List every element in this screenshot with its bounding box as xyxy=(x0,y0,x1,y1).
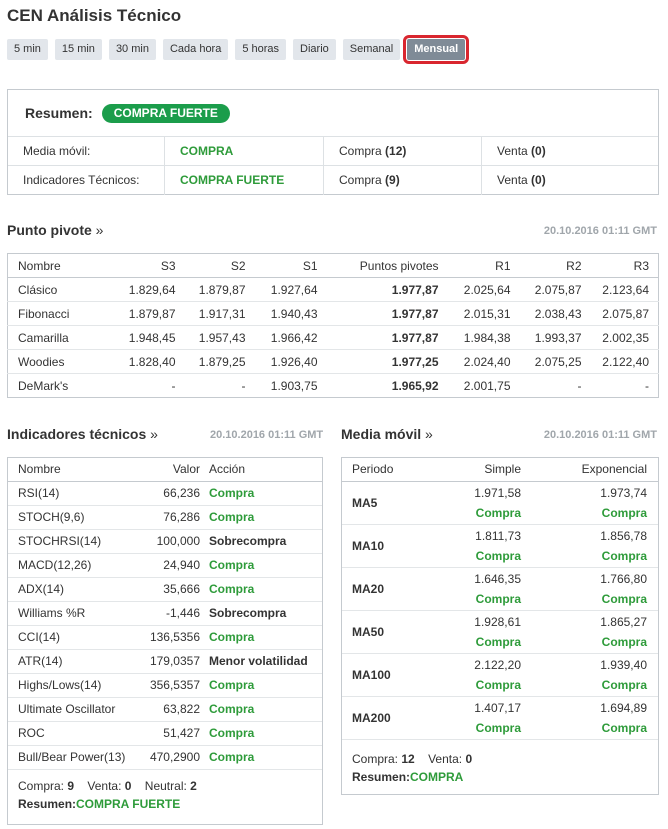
pivot-value: 2.075,87 xyxy=(591,302,659,326)
ma-exp-signal: Compra xyxy=(601,721,647,735)
summary-label: Resumen: xyxy=(25,105,93,121)
pivot-col-s2: S2 xyxy=(185,254,255,278)
ma-simple-signal: Compra xyxy=(475,635,521,649)
indicator-row xyxy=(8,553,322,577)
indicator-value: 470,2900 xyxy=(133,745,200,769)
ma-exp-cell xyxy=(532,610,658,653)
ma-exp-cell xyxy=(532,696,658,739)
pivot-timestamp: 20.10.2016 01:11 GMT xyxy=(543,225,657,237)
summary-value: COMPRA FUERTE xyxy=(76,796,181,811)
indicators-panel xyxy=(7,457,323,825)
ma-row xyxy=(342,481,658,524)
buy-label: Compra xyxy=(339,173,382,187)
indicator-name[interactable]: RSI(14) xyxy=(8,481,133,505)
ma-simple-signal: Compra xyxy=(475,592,521,606)
pivot-value: 1.948,45 xyxy=(118,326,185,350)
pivot-value: 1.984,38 xyxy=(448,326,520,350)
indicator-value: 356,5357 xyxy=(133,673,200,697)
indicators-title-link[interactable] xyxy=(7,426,158,442)
indicator-name[interactable]: CCI(14) xyxy=(8,625,133,649)
pivot-value: 1.828,40 xyxy=(118,350,185,374)
indicator-row xyxy=(8,601,322,625)
buy-label: Compra: xyxy=(18,778,65,793)
buy-count: 12 xyxy=(401,751,415,766)
indicator-name[interactable]: ADX(14) xyxy=(8,577,133,601)
sell-count: 0 xyxy=(124,778,132,793)
indicators-col-name: Nombre xyxy=(8,458,133,481)
pivot-value: 1.993,37 xyxy=(520,326,591,350)
ma-exp-cell xyxy=(532,653,658,696)
indicator-row xyxy=(8,673,322,697)
sell-count: 0 xyxy=(465,751,473,766)
indicators-arrow-icon: » xyxy=(150,426,158,442)
indicator-action: Compra xyxy=(200,553,322,577)
pivot-value: 1.926,40 xyxy=(255,350,327,374)
ma-period: MA100 xyxy=(342,653,422,696)
pivot-value: 1.957,43 xyxy=(185,326,255,350)
pivot-value: 2.075,25 xyxy=(520,350,591,374)
indicator-row xyxy=(8,481,322,505)
ma-exp-cell xyxy=(532,524,658,567)
timeframe-tabs xyxy=(7,39,465,60)
indicators-title: Indicadores técnicos xyxy=(7,426,147,442)
pivot-row xyxy=(8,374,659,398)
indicator-name[interactable]: MACD(12,26) xyxy=(8,553,133,577)
tab-15min[interactable]: 15 min xyxy=(55,39,102,60)
indicator-value: 179,0357 xyxy=(133,649,200,673)
buy-label: Compra xyxy=(339,144,382,158)
summary-row-buy xyxy=(324,166,482,195)
ma-arrow-icon: » xyxy=(425,426,433,442)
indicator-value: 100,000 xyxy=(133,529,200,553)
ma-col-simple: Simple xyxy=(422,458,532,481)
pivot-value: 1.966,42 xyxy=(255,326,327,350)
indicators-col-value: Valor xyxy=(133,458,200,481)
pivot-method-name: DeMark's xyxy=(18,378,69,393)
ma-timestamp: 20.10.2016 01:11 GMT xyxy=(543,429,657,441)
ma-header-row xyxy=(342,458,658,481)
indicator-value: 66,236 xyxy=(133,481,200,505)
pivot-value: - xyxy=(241,378,246,393)
pivot-value: 2.025,64 xyxy=(448,278,520,302)
ma-panel xyxy=(341,457,659,795)
indicator-name[interactable]: Williams %R xyxy=(8,601,133,625)
indicator-action: Compra xyxy=(200,577,322,601)
ma-simple-value: 1.407,17 xyxy=(474,701,521,715)
indicator-row xyxy=(8,625,322,649)
indicator-action: Compra xyxy=(200,697,322,721)
pivot-value: 2.038,43 xyxy=(520,302,591,326)
ma-footer xyxy=(342,740,658,786)
summary-header xyxy=(8,90,658,137)
ma-exp-value: 1.694,89 xyxy=(600,701,647,715)
buy-count: (9) xyxy=(385,173,400,187)
pivot-col-pivot: Puntos pivotes xyxy=(327,254,448,278)
indicators-header-row xyxy=(8,458,322,481)
tab-30min[interactable]: 30 min xyxy=(109,39,156,60)
buy-count: (12) xyxy=(385,144,407,158)
indicator-action: Compra xyxy=(200,481,322,505)
pivot-value: 1.965,92 xyxy=(391,378,439,393)
summary-badge: COMPRA FUERTE xyxy=(102,104,230,123)
pivot-row xyxy=(8,326,659,350)
indicator-value: 24,940 xyxy=(133,553,200,577)
pivot-table xyxy=(7,253,659,398)
indicator-row xyxy=(8,697,322,721)
tab-weekly[interactable]: Semanal xyxy=(343,39,400,60)
summary-row-signal: COMPRA FUERTE xyxy=(165,166,324,195)
ma-exp-value: 1.939,40 xyxy=(600,658,647,672)
indicators-summary xyxy=(18,795,322,813)
tab-5min[interactable]: 5 min xyxy=(7,39,48,60)
ma-simple-value: 2.122,20 xyxy=(474,658,521,672)
indicator-name[interactable]: ATR(14) xyxy=(8,649,133,673)
pivot-method-name: Camarilla xyxy=(8,326,118,350)
ma-row xyxy=(342,524,658,567)
sell-count: (0) xyxy=(531,144,546,158)
ma-exp-value: 1.973,74 xyxy=(600,486,647,500)
sell-label: Venta: xyxy=(87,778,122,793)
ma-title: Media móvil xyxy=(341,426,422,442)
pivot-col-r2: R2 xyxy=(520,254,591,278)
neutral-label: Neutral: xyxy=(144,778,187,793)
pivot-method-name: Fibonacci xyxy=(8,302,118,326)
ma-exp-signal: Compra xyxy=(601,592,647,606)
sell-label: Venta: xyxy=(428,751,463,766)
pivot-col-name: Nombre xyxy=(8,254,118,278)
indicator-action: Compra xyxy=(200,745,322,769)
tab-daily[interactable]: Diario xyxy=(293,39,336,60)
ma-row xyxy=(342,567,658,610)
pivot-value: 1.829,64 xyxy=(118,278,185,302)
summary-value: COMPRA xyxy=(410,769,464,784)
ma-period: MA200 xyxy=(342,696,422,739)
pivot-value: 1.879,87 xyxy=(185,278,255,302)
indicator-row xyxy=(8,505,322,529)
ma-simple-value: 1.646,35 xyxy=(474,572,521,586)
indicator-action: Compra xyxy=(200,721,322,745)
ma-simple-signal: Compra xyxy=(475,549,521,563)
tab-hourly[interactable]: Cada hora xyxy=(163,39,228,60)
summary-label: Resumen: xyxy=(352,769,411,784)
indicator-name[interactable]: Ultimate Oscillator xyxy=(8,697,133,721)
ma-period: MA5 xyxy=(342,481,422,524)
ma-exp-signal: Compra xyxy=(601,506,647,520)
pivot-title-link[interactable] xyxy=(7,222,103,238)
pivot-arrow-icon: » xyxy=(95,222,104,238)
ma-title-link[interactable] xyxy=(341,426,433,442)
tab-monthly[interactable]: Mensual xyxy=(407,39,465,60)
sell-label: Venta xyxy=(497,144,528,158)
ma-simple-signal: Compra xyxy=(475,721,521,735)
indicator-row xyxy=(8,577,322,601)
ma-col-period: Periodo xyxy=(342,458,422,481)
pivot-header-row xyxy=(8,254,659,278)
pivot-value: 1.940,43 xyxy=(255,302,327,326)
ma-simple-value: 1.928,61 xyxy=(474,615,521,629)
ma-exp-value: 1.856,78 xyxy=(600,529,647,543)
pivot-row xyxy=(8,278,659,302)
pivot-value: 2.024,40 xyxy=(448,350,520,374)
indicator-value: 35,666 xyxy=(133,577,200,601)
ma-period: MA10 xyxy=(342,524,422,567)
pivot-method-name: Clásico xyxy=(8,278,118,302)
ma-exp-signal: Compra xyxy=(601,678,647,692)
ma-row xyxy=(342,653,658,696)
pivot-value: 2.122,40 xyxy=(591,350,659,374)
ma-period: MA20 xyxy=(342,567,422,610)
pivot-value: 1.879,25 xyxy=(185,350,255,374)
ma-simple-value: 1.811,73 xyxy=(475,529,521,543)
pivot-col-s1: S1 xyxy=(255,254,327,278)
ma-simple-cell xyxy=(422,524,532,567)
indicator-action: Sobrecompra xyxy=(200,529,322,553)
indicators-timestamp: 20.10.2016 01:11 GMT xyxy=(210,429,324,441)
pivot-value: 2.015,31 xyxy=(448,302,520,326)
pivot-value: - xyxy=(645,378,649,393)
pivot-value: 2.001,75 xyxy=(463,378,511,393)
pivot-value: 1.977,87 xyxy=(327,278,448,302)
ma-exp-cell xyxy=(532,567,658,610)
pivot-value: 2.002,35 xyxy=(591,326,659,350)
ma-simple-cell xyxy=(422,481,532,524)
summary-row-buy xyxy=(324,137,482,165)
buy-count: 9 xyxy=(67,778,75,793)
sell-label: Venta xyxy=(497,173,528,187)
ma-simple-cell xyxy=(422,567,532,610)
pivot-value: 1.977,87 xyxy=(327,302,448,326)
tab-5hours[interactable]: 5 horas xyxy=(235,39,286,60)
ma-row xyxy=(342,696,658,739)
pivot-value: 1.879,87 xyxy=(118,302,185,326)
ma-period: MA50 xyxy=(342,610,422,653)
ma-simple-cell xyxy=(422,696,532,739)
indicator-name[interactable]: STOCHRSI(14) xyxy=(8,529,133,553)
summary-row-name: Indicadores Técnicos: xyxy=(8,166,165,195)
ma-simple-signal: Compra xyxy=(475,678,521,692)
pivot-row xyxy=(8,350,659,374)
ma-row xyxy=(342,610,658,653)
ma-counts xyxy=(352,750,658,768)
sell-count: (0) xyxy=(531,173,546,187)
ma-table xyxy=(342,458,658,740)
indicator-value: 136,5356 xyxy=(133,625,200,649)
summary-row-sell xyxy=(482,137,658,165)
ma-simple-value: 1.971,58 xyxy=(474,486,521,500)
pivot-value: 2.123,64 xyxy=(591,278,659,302)
summary-label: Resumen: xyxy=(18,796,77,811)
pivot-value: - xyxy=(577,378,582,393)
neutral-count: 2 xyxy=(190,778,197,793)
indicators-footer xyxy=(8,770,322,813)
pivot-value: 1.917,31 xyxy=(185,302,255,326)
indicator-action: Compra xyxy=(200,505,322,529)
indicator-row xyxy=(8,649,322,673)
indicator-action: Menor volatilidad xyxy=(200,649,322,673)
indicator-name[interactable]: ROC xyxy=(8,721,133,745)
summary-row-ma xyxy=(8,137,658,166)
pivot-value: 1.977,87 xyxy=(327,326,448,350)
indicators-counts xyxy=(18,777,322,795)
indicators-col-action: Acción xyxy=(200,458,322,481)
pivot-row xyxy=(8,302,659,326)
pivot-value: 1.903,75 xyxy=(270,378,318,393)
summary-row-name: Media móvil: xyxy=(8,137,165,165)
indicator-row xyxy=(8,721,322,745)
pivot-col-r1: R1 xyxy=(448,254,520,278)
ma-exp-signal: Compra xyxy=(601,549,647,563)
buy-label: Compra: xyxy=(352,751,399,766)
indicators-table xyxy=(8,458,322,770)
pivot-value: - xyxy=(171,378,176,393)
pivot-value: 1.977,25 xyxy=(327,350,448,374)
ma-exp-value: 1.766,80 xyxy=(600,572,647,586)
indicator-action: Sobrecompra xyxy=(200,601,322,625)
indicator-value: -1,446 xyxy=(133,601,200,625)
summary-row-indicators xyxy=(8,166,658,195)
summary-row-signal: COMPRA xyxy=(165,137,324,165)
indicator-value: 63,822 xyxy=(133,697,200,721)
indicator-row xyxy=(8,745,322,769)
ma-exp-signal: Compra xyxy=(601,635,647,649)
ma-exp-value: 1.865,27 xyxy=(600,615,647,629)
ma-col-exponential: Exponencial xyxy=(532,458,658,481)
ma-summary xyxy=(352,768,658,786)
indicator-action: Compra xyxy=(200,625,322,649)
indicator-value: 76,286 xyxy=(133,505,200,529)
indicator-name[interactable]: Bull/Bear Power(13) xyxy=(8,745,133,769)
ma-simple-cell xyxy=(422,653,532,696)
pivot-value: 1.927,64 xyxy=(255,278,327,302)
ma-simple-signal: Compra xyxy=(475,506,521,520)
pivot-title: Punto pivote xyxy=(7,222,92,238)
summary-row-sell xyxy=(482,166,658,195)
indicator-action: Compra xyxy=(200,673,322,697)
ma-exp-cell xyxy=(532,481,658,524)
pivot-col-r3: R3 xyxy=(591,254,659,278)
ma-simple-cell xyxy=(422,610,532,653)
indicator-name[interactable]: STOCH(9,6) xyxy=(8,505,133,529)
pivot-value: 2.075,87 xyxy=(520,278,591,302)
summary-panel xyxy=(7,89,659,195)
indicator-name[interactable]: Highs/Lows(14) xyxy=(8,673,133,697)
pivot-col-s3: S3 xyxy=(118,254,185,278)
pivot-method-name: Woodies xyxy=(8,350,118,374)
indicator-value: 51,427 xyxy=(133,721,200,745)
page-title: CEN Análisis Técnico xyxy=(7,6,182,25)
indicator-row xyxy=(8,529,322,553)
